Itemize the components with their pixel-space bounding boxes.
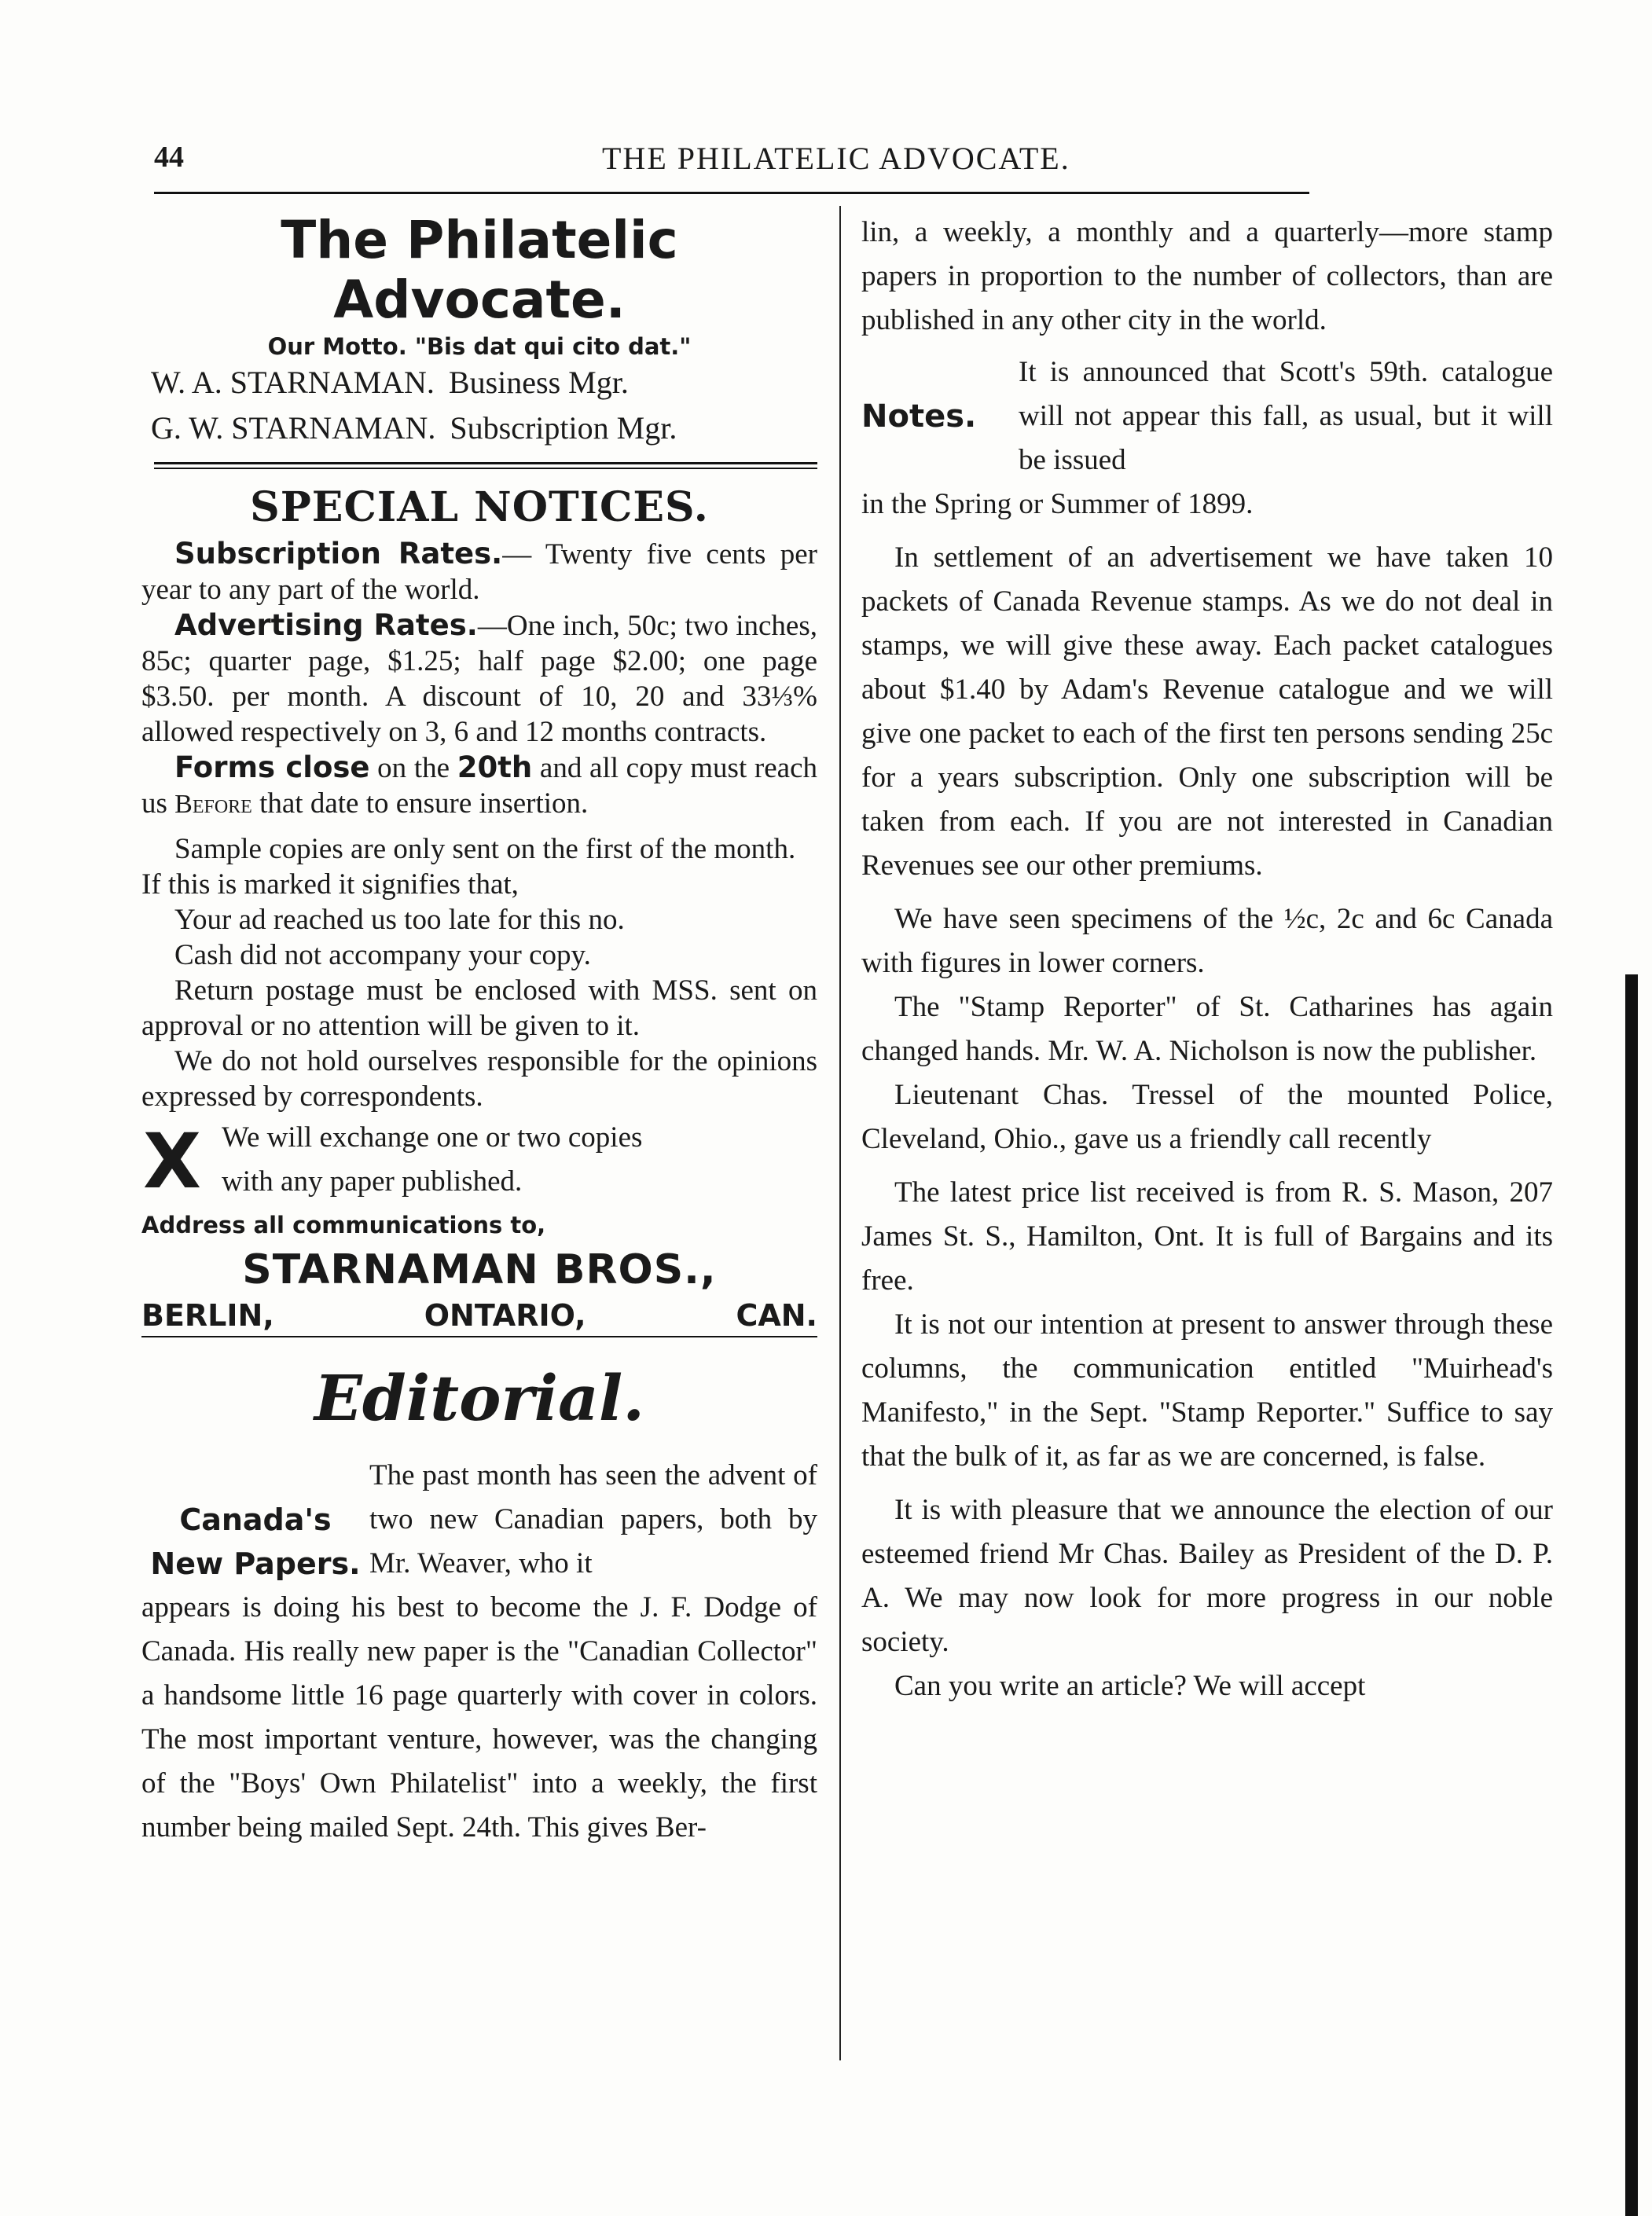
advertising-rates-label: Advertising Rates. — [174, 607, 478, 642]
right-column — [861, 211, 1553, 1708]
editorial-title: Editorial. — [314, 1360, 645, 1435]
advertising-rates — [141, 607, 817, 750]
masthead-title: The Philatelic Advocate. — [281, 210, 678, 330]
marked-reason-late: Your ad reached us too late for this no. — [174, 903, 625, 936]
forms-close-text1: and all copy must reach us — [141, 751, 818, 820]
canadas-new-papers — [141, 1454, 817, 1586]
address-line: Address all communications to, — [141, 1211, 546, 1238]
editorial-continuation: appears is doing his best to become the J. F. Dodge of Canada. His really new paper is the "Canadian Collector" a handsome little 16 page quarterly with cover in colors. The most important venture, however, was the changing of the "Boys' Own Philatelist" into a weekly, the first number being mailed Sept. 24th. This gives Ber- — [141, 1590, 817, 1844]
subscription-manager — [151, 405, 817, 451]
header-rule — [154, 192, 1309, 194]
firm-name: STARNAMAN BROS., — [242, 1246, 717, 1293]
firm-location — [141, 1293, 817, 1337]
x-mark: X — [143, 1117, 202, 1205]
marked-reason-cash: Cash did not accompany your copy. — [174, 938, 591, 971]
article-call-paragraph: Can you write an article? We will accept — [894, 1670, 1366, 1702]
business-manager-name: W. A. STARNAMAN. — [151, 364, 435, 400]
left-column — [141, 211, 817, 1850]
visitor-paragraph: Lieutenant Chas. Tressel of the mounted Police, Cleveland, Ohio., gave us a friendly call recently — [861, 1079, 1553, 1155]
forms-close-mid: on the — [369, 751, 457, 784]
subscription-manager-role: Subscription Mgr. — [450, 409, 677, 446]
forms-close-day: 20th — [457, 750, 533, 784]
motto: Our Motto. "Bis dat qui cito dat." — [267, 332, 692, 360]
subscription-rates-text: — Twenty five cents per year to any part of the world. — [141, 537, 817, 606]
manifesto-paragraph: It is not our intention at present to answer through these columns, the communication entitled "Muirhead's Manifesto," in the Sept. "Stamp Reporter." Suffice to say that the bulk of it, as far as we are concerned, is false. — [861, 1308, 1553, 1473]
responsibility-notice: We do not hold ourselves responsible for the opinions expressed by correspondents. — [141, 1044, 817, 1113]
column-rule — [839, 206, 841, 2060]
election-paragraph: It is with pleasure that we announce the election of our esteemed friend Mr Chas. Bailey as President of the D. P. A. We may now look for more progress in our noble society. — [861, 1494, 1553, 1658]
exchange-notice — [141, 1116, 817, 1204]
running-title: THE PHILATELIC ADVOCATE. — [602, 141, 1070, 176]
country: CAN. — [736, 1297, 817, 1333]
stamp-reporter-paragraph: The "Stamp Reporter" of St. Catharines has again changed hands. Mr. W. A. Nicholson is now the publisher. — [861, 991, 1553, 1067]
exchange-line-1: We will exchange one or two copies — [222, 1121, 643, 1154]
notes-label: Notes. — [861, 398, 977, 435]
sample-copies: Sample copies are only sent on the first of the month. — [174, 832, 796, 865]
canadas-new-papers-label — [141, 1498, 369, 1586]
exchange-line-2: with any paper published. — [222, 1165, 523, 1198]
canadas-new-papers-text: The past month has seen the advent of two new Canadian papers, both by Mr. Weaver, who it — [369, 1458, 817, 1579]
special-notices — [141, 536, 817, 1114]
masthead-rule — [154, 462, 817, 469]
page-number: 44 — [154, 141, 184, 174]
subscription-rates — [141, 536, 817, 607]
notes-continuation: in the Spring or Summer of 1899. — [861, 488, 1254, 520]
forms-close-before: Before — [174, 789, 252, 819]
notes-section — [861, 350, 1553, 482]
notes-text: It is announced that Scott's 59th. catalogue will not appear this fall, as usual, but it will be issued — [1019, 356, 1553, 476]
marked-notice: If this is marked it signifies that, — [141, 868, 519, 901]
side-label-line-2: New Papers. — [150, 1546, 361, 1581]
side-label-line-1: Canada's — [179, 1502, 332, 1537]
forms-close — [141, 750, 817, 822]
specimens-paragraph: We have seen specimens of the ½c, 2c and 6c Canada with figures in lower corners. — [861, 903, 1553, 979]
marked-reason-postage: Return postage must be enclosed with MSS. sent on approval or no attention will be given to it. — [141, 974, 817, 1042]
staff-list — [151, 360, 817, 451]
business-manager — [151, 360, 817, 405]
city: BERLIN, — [141, 1297, 274, 1333]
business-manager-role: Business Mgr. — [448, 364, 629, 400]
special-notices-title: SPECIAL NOTICES. — [250, 482, 709, 531]
price-list-paragraph: The latest price list received is from R. S. Mason, 207 James St. S., Hamilton, Ont. It is full of Bargains and its free. — [861, 1176, 1553, 1297]
subscription-rates-label: Subscription Rates. — [174, 536, 503, 571]
forms-close-text2: that date to ensure insertion. — [251, 787, 589, 820]
subscription-manager-name: G. W. STARNAMAN. — [151, 409, 436, 446]
revenue-packets-paragraph: In settlement of an advertisement we have taken 10 packets of Canada Revenue stamps. As we do not deal in stamps, we will give these away. Each packet catalogues about $1.40 by Adam's Revenue catalogue and we will give one packet to each of the first ten persons sending 25c for a years subscription. Only one subscription will be taken from each. If you are not interested in Canadian Revenues see our other premiums. — [861, 541, 1553, 882]
berlin-papers-paragraph: lin, a weekly, a monthly and a quarterly—more stamp papers in proportion to the number of collectors, than are published in any other city in the world. — [861, 216, 1553, 336]
advertising-rates-text: —One inch, 50c; two inches, 85c; quarter page, $1.25; half page $2.00; one page $3.50. per month. A discount of 10, 20 and 33⅓% allowed respectively on 3, 6 and 12 months contracts. — [141, 609, 818, 748]
province: ONTARIO, — [424, 1297, 586, 1333]
page-header — [154, 140, 1309, 187]
scan-edge-bar — [1625, 974, 1638, 2216]
forms-close-label: Forms close — [174, 750, 370, 784]
